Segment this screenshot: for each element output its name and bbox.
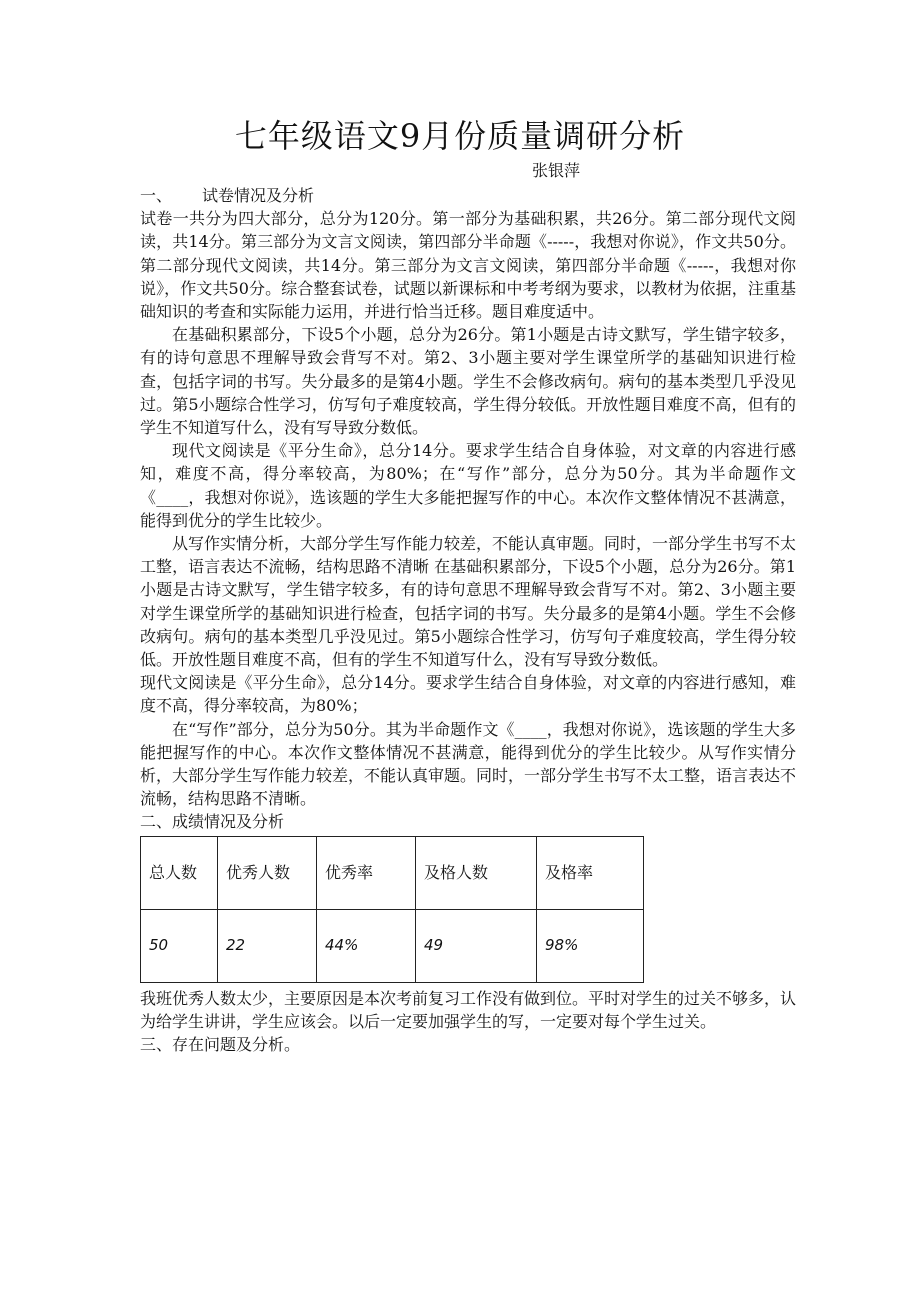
table-header-cell: 优秀人数 (218, 836, 317, 909)
section-heading-3: 三、存在问题及分析。 (140, 1035, 301, 1055)
paragraph-1: 试卷一共分为四大部分，总分为120分。第一部分为基础积累，共26分。第二部分现代文阅读，共14分。第三部分为文言文阅读，第四部分半命题《-----，我想对你说》，作文共50分。第二部分现代文阅读，共14分。第三部分为文言文阅读，第四部分半命题《-----，我想对你说》，作文共50分。综合整套试卷，试题以新课标和中考考纲为要求，以教材为依据，注重基础知识的考查和实际能力运用，并进行恰当迁移。题目难度适中。 (140, 209, 796, 322)
section-heading-1 (140, 184, 796, 207)
section-number-1: 一、 (140, 186, 173, 205)
paragraph-6: 在“写作”部分，总分为50分。其为半命题作文《____，我想对你说》，选该题的学生大多能把握写作的中心。本次作文整体情况不甚满意，能得到优分的学生比较少。从写作实情分析，大部分学生写作能力较差，不能认真审题。同时，一部分学生书写不太工整，语言表达不流畅，结构思路不清晰。 (140, 719, 797, 809)
table-header-cell: 及格人数 (416, 836, 537, 909)
table-row (141, 909, 644, 982)
document-title: 七年级语文9月份质量调研分析 (234, 117, 686, 155)
table-cell: 49 (416, 909, 537, 982)
table-header-cell: 优秀率 (317, 836, 416, 909)
paragraph-3: 现代文阅读是《平分生命》，总分14分。要求学生结合自身体验，对文章的内容进行感知，难度不高，得分率较高，为80%；在“写作”部分，总分为50分。其为半命题作文《____，我想对你说》，选该题的学生大多能把握写作的中心。本次作文整体情况不甚满意，能得到优分的学生比较少。 (140, 441, 796, 530)
paragraph-4: 从写作实情分析，大部分学生写作能力较差，不能认真审题。同时，一部分学生书写不太工整，语言表达不流畅，结构思路不清晰 在基础积累部分，下设5个小题，总分为26分。第1小题是古诗文默写，学生错字较多，有的诗句意思不理解导致会背写不对。第2、3小题主要对学生课堂所学的基础知识进行检查，包括字词的书写。失分最多的是第4小题。学生不会修改病句。病句的基本类型几乎没见过。第5小题综合性学习，仿写句子难度较高，学生得分较低。开放性题目难度不高，但有的学生不知道写什么，没有写导致分数低。 (140, 534, 797, 670)
section-title-1: 试卷情况及分析 (202, 186, 315, 205)
table-cell: 22 (218, 909, 317, 982)
table-header-row (141, 836, 644, 909)
paragraph-2: 在基础积累部分，下设5个小题，总分为26分。第1小题是古诗文默写，学生错字较多，有的诗句意思不理解导致会背写不对。第2、3小题主要对学生课堂所学的基础知识进行检查，包括字词的书写。失分最多的是第4小题。学生不会修改病句。病句的基本类型几乎没见过。第5小题综合性学习，仿写句子难度较高，学生得分较低。开放性题目难度不高，但有的学生不知道写什么，没有写导致分数低。 (140, 325, 796, 438)
table-cell: 98% (537, 909, 644, 982)
section-heading-2: 二、成绩情况及分析 (140, 812, 285, 832)
paragraph-5: 现代文阅读是《平分生命》，总分14分。要求学生结合自身体验，对文章的内容进行感知，难度不高，得分率较高，为80%； (140, 673, 796, 716)
table-header-cell: 总人数 (141, 836, 218, 909)
paragraph-7: 我班优秀人数太少，主要原因是本次考前复习工作没有做到位。平时对学生的过关不够多，认为给学生讲讲，学生应该会。以后一定要加强学生的写，一定要对每个学生过关。 (140, 988, 797, 1031)
document-body (140, 184, 796, 1056)
table-header-cell: 及格率 (537, 836, 644, 909)
score-table (140, 836, 644, 983)
table-cell: 44% (317, 909, 416, 982)
author-name: 张银萍 (532, 161, 581, 180)
table-cell: 50 (141, 909, 218, 982)
